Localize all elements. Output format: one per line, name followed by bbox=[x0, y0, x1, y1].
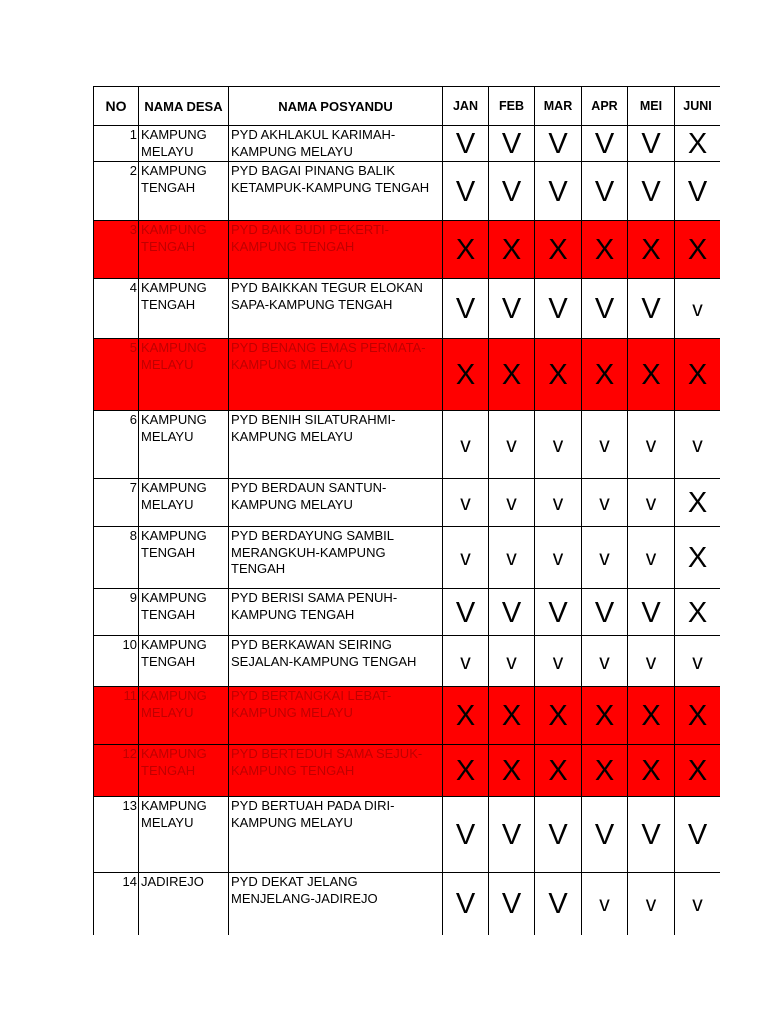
posyandu-table bbox=[93, 86, 720, 935]
month-mark: V bbox=[582, 126, 628, 162]
month-mark: X bbox=[582, 687, 628, 745]
header-nama-posyandu: NAMA POSYANDU bbox=[229, 87, 443, 126]
table-row bbox=[94, 411, 721, 479]
month-mark: v bbox=[582, 411, 628, 479]
row-number: 4 bbox=[94, 279, 139, 339]
row-number: 12 bbox=[94, 745, 139, 797]
month-mark: V bbox=[489, 279, 535, 339]
village-name: KAMPUNG TENGAH bbox=[139, 221, 229, 279]
header-month-juni: JUNI bbox=[675, 87, 721, 126]
month-mark: V bbox=[443, 126, 489, 162]
posyandu-name: PYD BERTUAH PADA DIRI-KAMPUNG MELAYU bbox=[229, 797, 443, 873]
month-mark: v bbox=[443, 527, 489, 589]
month-mark: X bbox=[443, 339, 489, 411]
month-mark: X bbox=[535, 221, 582, 279]
month-mark: V bbox=[535, 797, 582, 873]
row-number: 8 bbox=[94, 527, 139, 589]
village-name: KAMPUNG MELAYU bbox=[139, 797, 229, 873]
month-mark: X bbox=[675, 126, 721, 162]
month-mark: v bbox=[443, 636, 489, 687]
month-mark: X bbox=[535, 339, 582, 411]
village-name: KAMPUNG MELAYU bbox=[139, 687, 229, 745]
month-mark: v bbox=[675, 636, 721, 687]
attendance-sheet bbox=[93, 86, 720, 936]
posyandu-name: PYD BAGAI PINANG BALIK KETAMPUK-KAMPUNG TENGAH bbox=[229, 162, 443, 221]
posyandu-name: PYD BERKAWAN SEIRING SEJALAN-KAMPUNG TENGAH bbox=[229, 636, 443, 687]
month-mark: V bbox=[443, 279, 489, 339]
month-mark: X bbox=[489, 339, 535, 411]
month-mark: X bbox=[443, 745, 489, 797]
month-mark: X bbox=[675, 589, 721, 636]
month-mark: v bbox=[489, 527, 535, 589]
village-name: KAMPUNG TENGAH bbox=[139, 279, 229, 339]
month-mark: v bbox=[628, 873, 675, 935]
month-mark: v bbox=[582, 479, 628, 527]
header-month-jan: JAN bbox=[443, 87, 489, 126]
row-number: 10 bbox=[94, 636, 139, 687]
row-number: 11 bbox=[94, 687, 139, 745]
table-row bbox=[94, 589, 721, 636]
village-name: KAMPUNG TENGAH bbox=[139, 162, 229, 221]
month-mark: V bbox=[535, 126, 582, 162]
month-mark: V bbox=[535, 162, 582, 221]
month-mark: V bbox=[489, 589, 535, 636]
row-number: 13 bbox=[94, 797, 139, 873]
table-row bbox=[94, 162, 721, 221]
row-number: 14 bbox=[94, 873, 139, 935]
village-name: KAMPUNG TENGAH bbox=[139, 589, 229, 636]
month-mark: V bbox=[443, 797, 489, 873]
row-number: 7 bbox=[94, 479, 139, 527]
row-number: 3 bbox=[94, 221, 139, 279]
month-mark: v bbox=[582, 873, 628, 935]
month-mark: v bbox=[489, 479, 535, 527]
posyandu-name: PYD BERDAUN SANTUN-KAMPUNG MELAYU bbox=[229, 479, 443, 527]
month-mark: V bbox=[489, 126, 535, 162]
village-name: KAMPUNG TENGAH bbox=[139, 527, 229, 589]
month-mark: X bbox=[628, 221, 675, 279]
table-body bbox=[94, 126, 721, 935]
header-no: NO bbox=[94, 87, 139, 126]
month-mark: v bbox=[535, 636, 582, 687]
posyandu-name: PYD BENIH SILATURAHMI-KAMPUNG MELAYU bbox=[229, 411, 443, 479]
posyandu-name: PYD BERISI SAMA PENUH-KAMPUNG TENGAH bbox=[229, 589, 443, 636]
table-row bbox=[94, 221, 721, 279]
village-name: KAMPUNG MELAYU bbox=[139, 479, 229, 527]
village-name: KAMPUNG TENGAH bbox=[139, 745, 229, 797]
posyandu-name: PYD AKHLAKUL KARIMAH-KAMPUNG MELAYU bbox=[229, 126, 443, 162]
month-mark: X bbox=[675, 527, 721, 589]
month-mark: V bbox=[582, 797, 628, 873]
month-mark: v bbox=[628, 527, 675, 589]
month-mark: X bbox=[675, 339, 721, 411]
month-mark: V bbox=[628, 797, 675, 873]
posyandu-name: PYD DEKAT JELANG MENJELANG-JADIREJO bbox=[229, 873, 443, 935]
month-mark: V bbox=[443, 162, 489, 221]
month-mark: V bbox=[628, 279, 675, 339]
month-mark: X bbox=[675, 479, 721, 527]
row-number: 9 bbox=[94, 589, 139, 636]
month-mark: v bbox=[582, 636, 628, 687]
month-mark: X bbox=[582, 339, 628, 411]
month-mark: V bbox=[489, 873, 535, 935]
posyandu-name: PYD BERTANGKAI LEBAT-KAMPUNG MELAYU bbox=[229, 687, 443, 745]
month-mark: X bbox=[582, 745, 628, 797]
month-mark: X bbox=[628, 687, 675, 745]
month-mark: X bbox=[582, 221, 628, 279]
month-mark: v bbox=[489, 636, 535, 687]
month-mark: V bbox=[443, 873, 489, 935]
header-month-apr: APR bbox=[582, 87, 628, 126]
table-row bbox=[94, 339, 721, 411]
month-mark: X bbox=[675, 745, 721, 797]
village-name: KAMPUNG TENGAH bbox=[139, 636, 229, 687]
month-mark: V bbox=[628, 162, 675, 221]
table-row bbox=[94, 279, 721, 339]
month-mark: X bbox=[628, 745, 675, 797]
month-mark: X bbox=[628, 339, 675, 411]
table-row bbox=[94, 687, 721, 745]
month-mark: V bbox=[582, 589, 628, 636]
month-mark: X bbox=[489, 687, 535, 745]
month-mark: v bbox=[628, 479, 675, 527]
row-number: 1 bbox=[94, 126, 139, 162]
posyandu-name: PYD BERTEDUH SAMA SEJUK-KAMPUNG TENGAH bbox=[229, 745, 443, 797]
month-mark: V bbox=[628, 126, 675, 162]
village-name: KAMPUNG MELAYU bbox=[139, 411, 229, 479]
table-row bbox=[94, 126, 721, 162]
month-mark: V bbox=[489, 797, 535, 873]
month-mark: v bbox=[443, 479, 489, 527]
month-mark: V bbox=[582, 162, 628, 221]
header-month-mei: MEI bbox=[628, 87, 675, 126]
month-mark: X bbox=[443, 687, 489, 745]
month-mark: v bbox=[628, 636, 675, 687]
month-mark: v bbox=[443, 411, 489, 479]
month-mark: v bbox=[675, 279, 721, 339]
month-mark: v bbox=[675, 411, 721, 479]
month-mark: X bbox=[535, 745, 582, 797]
row-number: 5 bbox=[94, 339, 139, 411]
month-mark: v bbox=[535, 527, 582, 589]
header-row bbox=[94, 87, 721, 126]
row-number: 2 bbox=[94, 162, 139, 221]
row-number: 6 bbox=[94, 411, 139, 479]
posyandu-name: PYD BENANG EMAS PERMATA-KAMPUNG MELAYU bbox=[229, 339, 443, 411]
month-mark: v bbox=[675, 873, 721, 935]
table-row bbox=[94, 797, 721, 873]
month-mark: V bbox=[535, 279, 582, 339]
month-mark: X bbox=[535, 687, 582, 745]
table-row bbox=[94, 527, 721, 589]
month-mark: v bbox=[489, 411, 535, 479]
village-name: KAMPUNG MELAYU bbox=[139, 339, 229, 411]
posyandu-name: PYD BERDAYUNG SAMBIL MERANGKUH-KAMPUNG TENGAH bbox=[229, 527, 443, 589]
table-row bbox=[94, 636, 721, 687]
table-row bbox=[94, 873, 721, 935]
posyandu-name: PYD BAIK BUDI PEKERTI-KAMPUNG TENGAH bbox=[229, 221, 443, 279]
month-mark: V bbox=[675, 162, 721, 221]
header-nama-desa: NAMA DESA bbox=[139, 87, 229, 126]
table-row bbox=[94, 745, 721, 797]
month-mark: X bbox=[489, 745, 535, 797]
posyandu-name: PYD BAIKKAN TEGUR ELOKAN SAPA-KAMPUNG TENGAH bbox=[229, 279, 443, 339]
month-mark: X bbox=[489, 221, 535, 279]
month-mark: V bbox=[535, 589, 582, 636]
month-mark: X bbox=[443, 221, 489, 279]
month-mark: V bbox=[535, 873, 582, 935]
month-mark: v bbox=[582, 527, 628, 589]
month-mark: V bbox=[628, 589, 675, 636]
month-mark: V bbox=[489, 162, 535, 221]
month-mark: V bbox=[675, 797, 721, 873]
village-name: JADIREJO bbox=[139, 873, 229, 935]
month-mark: v bbox=[535, 479, 582, 527]
month-mark: X bbox=[675, 221, 721, 279]
month-mark: v bbox=[628, 411, 675, 479]
table-row bbox=[94, 479, 721, 527]
month-mark: v bbox=[535, 411, 582, 479]
header-month-mar: MAR bbox=[535, 87, 582, 126]
month-mark: V bbox=[582, 279, 628, 339]
month-mark: V bbox=[443, 589, 489, 636]
village-name: KAMPUNG MELAYU bbox=[139, 126, 229, 162]
header-month-feb: FEB bbox=[489, 87, 535, 126]
month-mark: X bbox=[675, 687, 721, 745]
